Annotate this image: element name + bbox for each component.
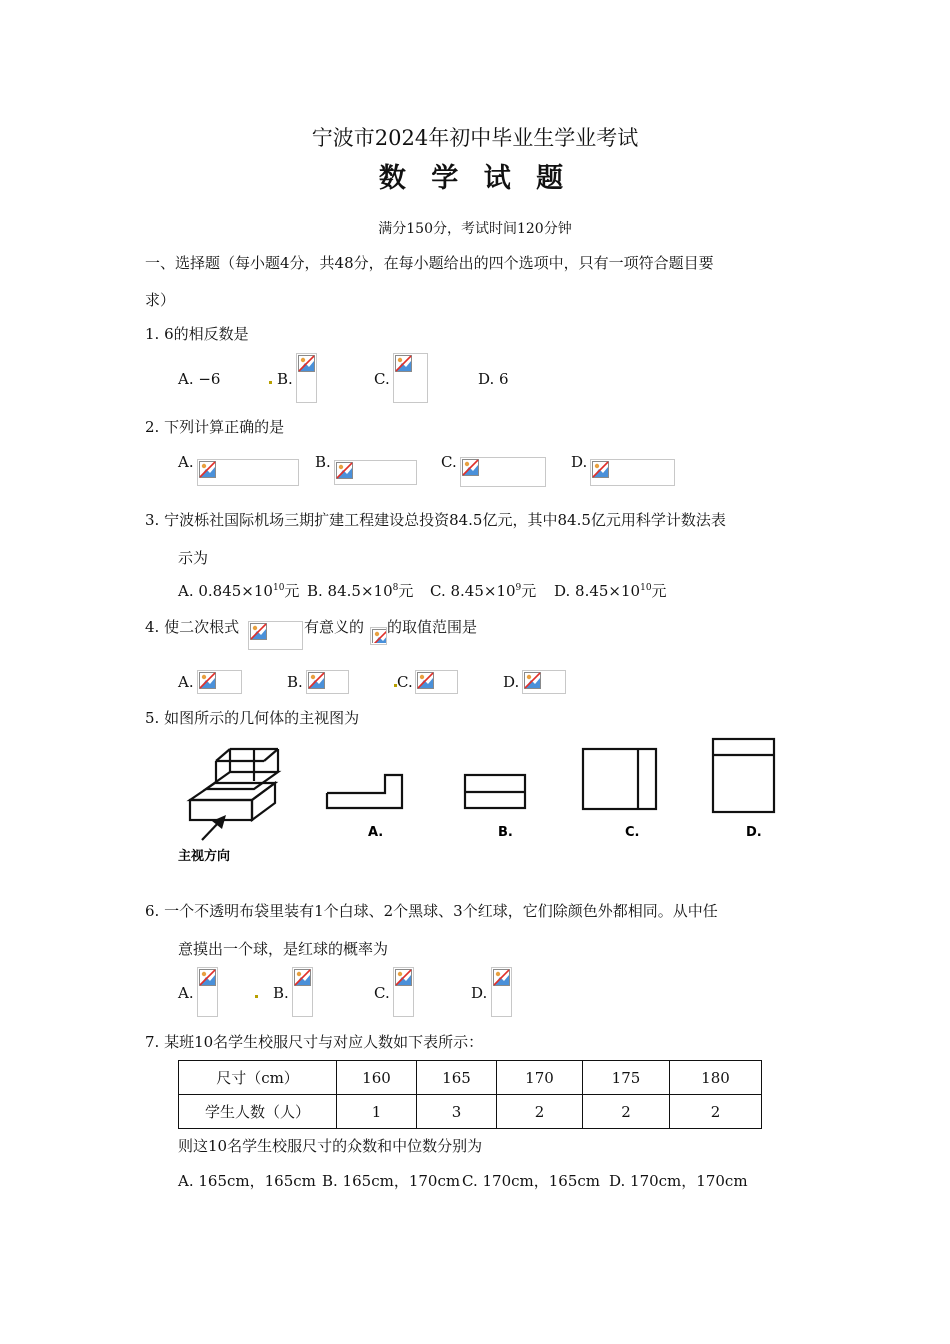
broken-image-icon (524, 672, 541, 689)
size-table (178, 1060, 762, 1129)
q3-stem-line2: 示为 (178, 549, 209, 567)
section-intro-line1: 一、选择题（每小题4分，共48分，在每小题给出的四个选项中，只有一项符合题目要 (145, 254, 714, 272)
q7-option-a: A. 165cm，165cm (178, 1172, 316, 1190)
q6-stem-line1: 6. 一个不透明布袋里装有1个白球、2个黑球、3个红球，它们除颜色外都相同。从中任 (145, 902, 718, 920)
q4-stem-part3: 的取值范围是 (387, 618, 478, 636)
formula-image-placeholder (296, 353, 317, 403)
q4-option-c: C. (397, 673, 413, 691)
table-cell: 1 (337, 1095, 417, 1129)
broken-image-icon (592, 461, 609, 478)
table-cell: 学生人数（人） (179, 1095, 337, 1129)
solid-3d-figure (190, 749, 278, 820)
broken-image-icon (199, 461, 216, 478)
table-cell: 165 (417, 1061, 497, 1095)
q5-label-b: B. (498, 825, 513, 840)
subject-title: 数 学 试 题 (378, 163, 572, 194)
table-row (179, 1061, 762, 1095)
table-cell: 尺寸（cm） (179, 1061, 337, 1095)
broken-image-icon (372, 629, 386, 643)
broken-image-icon (294, 969, 311, 986)
q1-option-d: D. 6 (478, 370, 509, 388)
q1-option-b: B. (277, 370, 293, 388)
table-cell: 175 (583, 1061, 670, 1095)
q1-stem: 1. 6的相反数是 (145, 325, 249, 343)
q4-option-a: A. (178, 673, 194, 691)
table-cell: 2 (583, 1095, 670, 1129)
q6-stem-line2: 意摸出一个球，是红球的概率为 (178, 940, 389, 958)
formula-image-placeholder (306, 670, 349, 694)
table-cell: 2 (670, 1095, 762, 1129)
formula-image-placeholder (197, 459, 299, 486)
formula-image-placeholder (248, 621, 303, 650)
table-cell: 160 (337, 1061, 417, 1095)
q1-option-a: A. −6 (178, 370, 221, 388)
table-cell: 2 (497, 1095, 583, 1129)
q7-stem: 7. 某班10名学生校服尺寸与对应人数如下表所示： (145, 1033, 484, 1051)
exam-info: 满分150分，考试时间120分钟 (378, 221, 572, 237)
q3-stem-line1: 3. 宁波栎社国际机场三期扩建工程建设总投资84.5亿元，其中84.5亿元用科学计数法表 (145, 511, 726, 529)
edit-mark (255, 995, 258, 998)
broken-image-icon (336, 462, 353, 479)
formula-image-placeholder (393, 353, 428, 403)
q6-option-c: C. (374, 984, 390, 1002)
broken-image-icon (250, 623, 267, 640)
q5-figure (170, 735, 790, 870)
q5-label-d: D. (746, 825, 762, 840)
formula-image-placeholder (522, 670, 566, 694)
formula-image-placeholder (491, 967, 512, 1017)
document-title: 宁波市2024年初中毕业生学业考试 (311, 126, 639, 150)
q6-option-a: A. (178, 984, 194, 1002)
q6-option-b: B. (273, 984, 289, 1002)
q7-option-d: D. 170cm，170cm (609, 1172, 748, 1190)
option-b-figure (465, 775, 525, 808)
broken-image-icon (395, 969, 412, 986)
option-c-figure (583, 749, 656, 809)
table-cell: 3 (417, 1095, 497, 1129)
broken-image-icon (199, 672, 216, 689)
edit-mark (269, 381, 272, 384)
formula-image-placeholder (370, 627, 387, 645)
formula-image-placeholder (415, 670, 458, 694)
formula-image-placeholder (197, 967, 218, 1017)
broken-image-icon (493, 969, 510, 986)
formula-image-placeholder (590, 459, 675, 486)
q3-option-d: D. $8.45\times 10^{10}$元 (554, 582, 667, 600)
view-direction-arrow (202, 815, 226, 840)
q5-label-a: A. (368, 825, 384, 840)
table-cell: 170 (497, 1061, 583, 1095)
q4-stem-part2: 有意义的 (304, 618, 365, 636)
q6-option-d: D. (471, 984, 488, 1002)
q2-stem: 2. 下列计算正确的是 (145, 418, 285, 436)
q5-label-c: C. (625, 825, 640, 840)
q7-stem-line2: 则这10名学生校服尺寸的众数和中位数分别为 (178, 1137, 483, 1155)
q2-option-d: D. (571, 453, 588, 471)
table-row (179, 1095, 762, 1129)
broken-image-icon (417, 672, 434, 689)
q3-option-c: C. $8.45\times 10^9$元 (430, 582, 537, 600)
formula-image-placeholder (334, 460, 417, 485)
q1-option-c: C. (374, 370, 390, 388)
formula-image-placeholder (197, 670, 242, 694)
formula-image-placeholder (292, 967, 313, 1017)
option-d-figure (713, 739, 774, 812)
q5-stem: 5. 如图所示的几何体的主视图为 (145, 709, 360, 727)
q4-stem-part1: 4. 使二次根式 (145, 618, 240, 636)
q4-option-b: B. (287, 673, 303, 691)
q4-option-d: D. (503, 673, 520, 691)
view-direction-label: 主视方向 (178, 849, 231, 864)
q2-option-b: B. (315, 453, 331, 471)
q7-option-b: B. 165cm，170cm (322, 1172, 461, 1190)
table-cell: 180 (670, 1061, 762, 1095)
broken-image-icon (308, 672, 325, 689)
q2-option-a: A. (178, 453, 194, 471)
broken-image-icon (395, 355, 412, 372)
q7-option-c: C. 170cm，165cm (462, 1172, 600, 1190)
broken-image-icon (462, 459, 479, 476)
formula-image-placeholder (393, 967, 414, 1017)
q3-option-b: B. $84.5\times 10^8$元 (307, 582, 414, 600)
q2-option-c: C. (441, 453, 457, 471)
option-a-figure (327, 775, 402, 808)
q3-option-a: A. $0.845\times 10^{10}$元 (178, 582, 300, 600)
broken-image-icon (199, 969, 216, 986)
section-intro-line2: 求） (145, 291, 176, 309)
formula-image-placeholder (460, 457, 546, 487)
broken-image-icon (298, 355, 315, 372)
